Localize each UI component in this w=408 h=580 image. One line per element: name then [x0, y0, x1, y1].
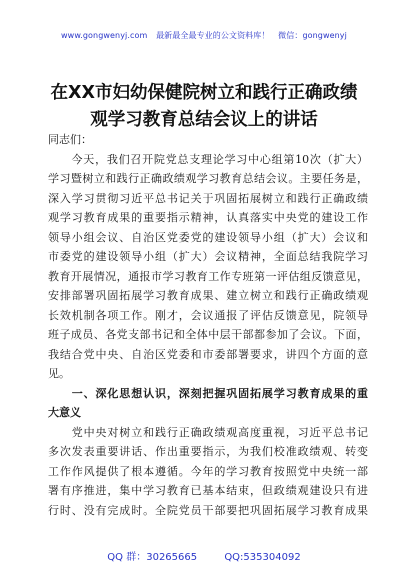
site-url-link[interactable]: www.gongwenyj.com: [61, 31, 148, 40]
heading1-line: 一、深化思想认识，深刻把握巩固拓展学习教育成果的重: [48, 386, 368, 400]
footer-qq: QQ:535304092: [224, 552, 301, 563]
para1-line: 教育开展情况，通报市学习教育工作专班第一评估组反馈意见，: [48, 269, 368, 283]
para1-line: 深入学习贯彻习近平总书记关于巩固拓展树立和践行正确政绩: [48, 191, 368, 205]
title-line-1: 在XX市妇幼保健院树立和践行正确政绩: [50, 83, 358, 103]
para1-line: 长效机制各项工作。刚才，会议通报了评估反馈意见，院领导: [48, 308, 368, 322]
para2-line: 行时、没有完成时。全院党员干部要把巩固拓展学习教育成果: [48, 503, 368, 517]
page-footer: [0, 548, 408, 563]
para1-line: 今天，我们召开院党总支理论学习中心组第10次（扩大）: [48, 152, 368, 166]
section-heading-1: [48, 384, 368, 423]
salutation: 同志们：: [48, 133, 92, 146]
para1-line: 见。: [48, 367, 70, 380]
header-slogan: 最新最全最专业的公文资料库！: [156, 31, 270, 40]
para1-line: 领导小组会议、自治区党委党的建设领导小组（扩大）会议和: [48, 230, 368, 244]
para2-line: 多次发表重要讲话、作出重要指示，为我们校准政绩观、转变: [48, 445, 368, 458]
para2-line: 署有序推进，集中学习教育已基本结束，但政绩观建设只有进: [48, 484, 368, 497]
heading1-line: 大意义: [48, 406, 81, 419]
footer-qq-group: QQ 群：30265665: [107, 552, 198, 563]
header-wechat: 微信：gongwenyj: [278, 31, 347, 40]
para1-line: 班子成员、各党支部书记和全体中层干部都参加了会议。下面，: [48, 328, 368, 341]
para1-line: 市委党的建设领导小组（扩大）会议精神，全面总结我院学习: [48, 250, 368, 263]
para1-line: 安排部署巩固拓展学习教育成果、建立树立和践行正确政绩观: [48, 289, 368, 302]
page-header: [0, 30, 408, 41]
paragraph-2: [48, 423, 368, 521]
document-body: [48, 130, 368, 520]
para1-line: 观学习教育成果的重要指示精神，认真落实中央党的建设工作: [48, 211, 368, 224]
para1-line: 学习暨树立和践行正确政绩观学习教育总结会议。主要任务是，: [48, 172, 368, 185]
para2-line: 工作作风提供了根本遵循。今年的学习教育按照党中央统一部: [48, 464, 368, 478]
para1-line: 我结合党中央、自治区党委和市委部署要求，讲四个方面的意: [48, 347, 368, 361]
document-title: [20, 80, 388, 134]
paragraph-1: [48, 150, 368, 384]
para2-line: 党中央对树立和践行正确政绩观高度重视，习近平总书记: [48, 425, 368, 439]
title-line-2: 观学习教育总结会议上的讲话: [90, 110, 318, 130]
